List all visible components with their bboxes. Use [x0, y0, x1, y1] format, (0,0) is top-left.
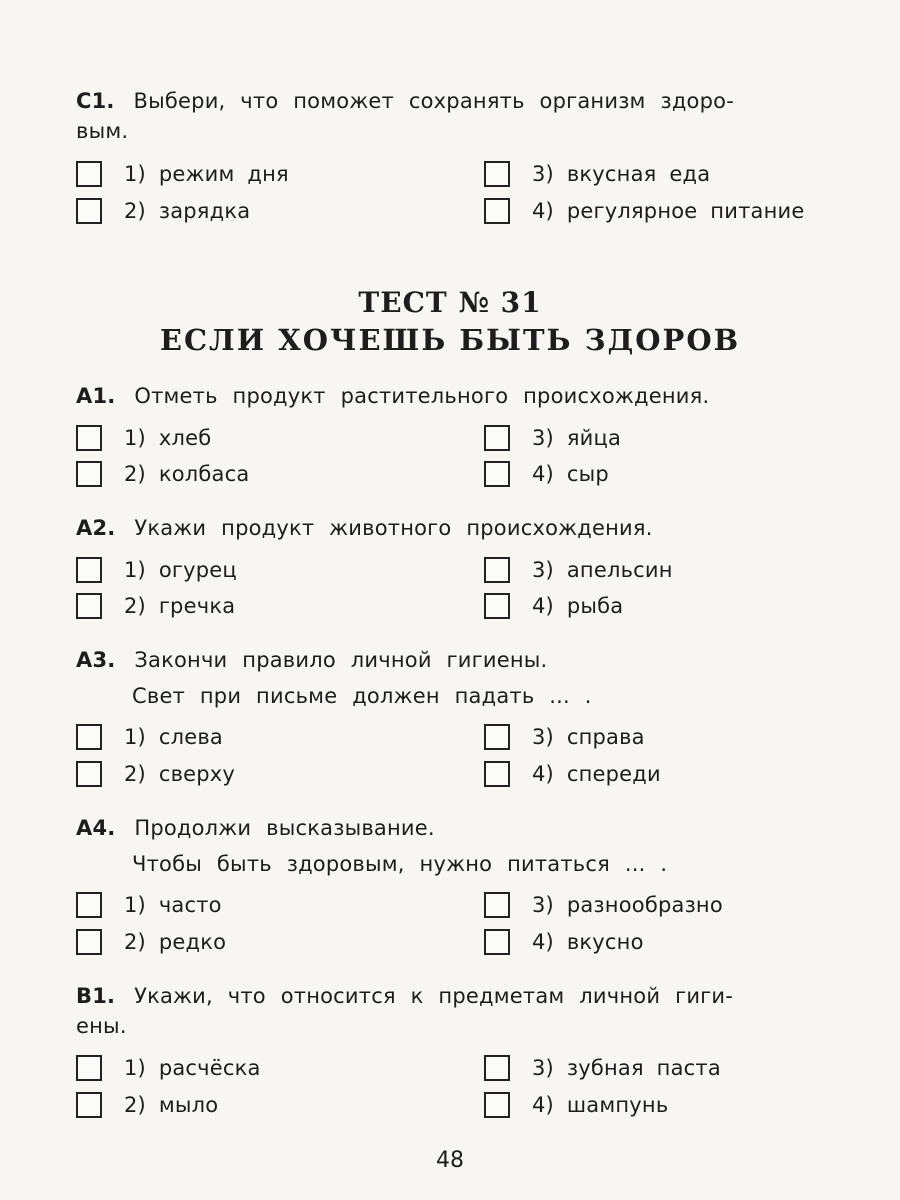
- option-label: 2) гречка: [124, 594, 236, 618]
- answer-checkbox[interactable]: [76, 593, 102, 619]
- option-a2-2[interactable]: [76, 591, 235, 621]
- question-a3-prompt: Свет при письме должен падать ... .: [132, 684, 592, 708]
- question-text-continuation: вым.: [76, 119, 129, 143]
- answer-checkbox[interactable]: [76, 425, 102, 451]
- option-label: 4) рыба: [532, 594, 624, 618]
- option-c1-3[interactable]: [484, 159, 710, 189]
- answer-checkbox[interactable]: [484, 724, 510, 750]
- answer-checkbox[interactable]: [76, 198, 102, 224]
- option-label: 3) апельсин: [532, 558, 673, 582]
- answer-checkbox[interactable]: [484, 761, 510, 787]
- option-c1-1[interactable]: [76, 159, 289, 189]
- answer-checkbox[interactable]: [484, 929, 510, 955]
- option-label: 4) регулярное питание: [532, 199, 805, 223]
- answer-checkbox[interactable]: [76, 1092, 102, 1118]
- option-b1-4[interactable]: [484, 1090, 668, 1120]
- question-text: Укажи продукт животного происхождения.: [134, 516, 653, 540]
- option-a4-3[interactable]: [484, 890, 723, 920]
- page-number: 48: [436, 1148, 464, 1173]
- option-a4-1[interactable]: [76, 890, 222, 920]
- question-c1-continuation: [76, 116, 840, 146]
- question-c1: [76, 86, 840, 116]
- answer-checkbox[interactable]: [76, 761, 102, 787]
- answer-checkbox[interactable]: [76, 161, 102, 187]
- answer-checkbox[interactable]: [484, 461, 510, 487]
- option-label: 1) часто: [124, 893, 222, 917]
- question-a2: [76, 513, 840, 543]
- option-label: 3) справа: [532, 725, 645, 749]
- answer-checkbox[interactable]: [484, 1092, 510, 1118]
- option-label: 2) мыло: [124, 1093, 219, 1117]
- question-number: А2.: [76, 516, 116, 540]
- option-label: 4) шампунь: [532, 1093, 669, 1117]
- option-label: 3) вкусная еда: [532, 162, 711, 186]
- option-a3-4[interactable]: [484, 759, 661, 789]
- option-a3-1[interactable]: [76, 722, 223, 752]
- option-a1-3[interactable]: [484, 423, 621, 453]
- answer-checkbox[interactable]: [76, 557, 102, 583]
- option-label: 4) сыр: [532, 462, 609, 486]
- option-a3-2[interactable]: [76, 759, 235, 789]
- question-text-continuation: ены.: [76, 1014, 127, 1038]
- option-label: 2) колбаса: [124, 462, 250, 486]
- question-text: Отметь продукт растительного происхождения.: [134, 384, 710, 408]
- answer-checkbox[interactable]: [484, 593, 510, 619]
- option-a1-2[interactable]: [76, 459, 249, 489]
- answer-checkbox[interactable]: [484, 198, 510, 224]
- option-label: 1) огурец: [124, 558, 237, 582]
- option-c1-4[interactable]: [484, 196, 804, 226]
- option-b1-2[interactable]: [76, 1090, 218, 1120]
- answer-checkbox[interactable]: [76, 929, 102, 955]
- question-text: Закончи правило личной гигиены.: [134, 648, 548, 672]
- option-label: 4) спереди: [532, 762, 661, 786]
- question-a4: [76, 813, 840, 843]
- option-label: 3) разнообразно: [532, 893, 723, 917]
- option-label: 3) яйца: [532, 426, 622, 450]
- option-a1-4[interactable]: [484, 459, 609, 489]
- option-c1-2[interactable]: [76, 196, 250, 226]
- answer-checkbox[interactable]: [76, 724, 102, 750]
- option-label: 1) режим дня: [124, 162, 289, 186]
- option-b1-1[interactable]: [76, 1053, 261, 1083]
- option-label: 2) редко: [124, 930, 227, 954]
- question-a1: [76, 381, 840, 411]
- question-text: Продолжи высказывание.: [134, 816, 435, 840]
- option-label: 1) слева: [124, 725, 223, 749]
- question-text: Укажи, что относится к предметам личной гиги-: [134, 984, 734, 1008]
- option-a2-1[interactable]: [76, 555, 237, 585]
- answer-checkbox[interactable]: [484, 557, 510, 583]
- option-label: 2) зарядка: [124, 199, 251, 223]
- question-number: В1.: [76, 984, 116, 1008]
- question-number: А1.: [76, 384, 116, 408]
- option-b1-3[interactable]: [484, 1053, 721, 1083]
- option-a2-4[interactable]: [484, 591, 623, 621]
- option-a1-1[interactable]: [76, 423, 211, 453]
- answer-checkbox[interactable]: [76, 461, 102, 487]
- answer-checkbox[interactable]: [76, 1055, 102, 1081]
- question-a4-prompt: Чтобы быть здоровым, нужно питаться ... .: [132, 852, 668, 876]
- option-label: 2) сверху: [124, 762, 236, 786]
- question-a3: [76, 645, 840, 675]
- question-number: С1.: [76, 89, 115, 113]
- option-label: 1) хлеб: [124, 426, 212, 450]
- answer-checkbox[interactable]: [484, 425, 510, 451]
- option-a4-2[interactable]: [76, 927, 226, 957]
- option-a4-4[interactable]: [484, 927, 644, 957]
- question-b1-continuation: [76, 1011, 840, 1041]
- question-b1: [76, 981, 840, 1011]
- answer-checkbox[interactable]: [484, 161, 510, 187]
- option-a3-3[interactable]: [484, 722, 645, 752]
- test-title: ЕСЛИ ХОЧЕШЬ БЫТЬ ЗДОРОВ: [159, 323, 741, 357]
- option-label: 4) вкусно: [532, 930, 644, 954]
- option-a2-3[interactable]: [484, 555, 673, 585]
- question-number: А3.: [76, 648, 116, 672]
- answer-checkbox[interactable]: [76, 892, 102, 918]
- answer-checkbox[interactable]: [484, 892, 510, 918]
- question-text: Выбери, что поможет сохранять организм здоро-: [133, 89, 734, 113]
- test-number: ТЕСТ № 31: [358, 286, 542, 319]
- option-label: 1) расчёска: [124, 1056, 261, 1080]
- question-number: А4.: [76, 816, 116, 840]
- answer-checkbox[interactable]: [484, 1055, 510, 1081]
- option-label: 3) зубная паста: [532, 1056, 721, 1080]
